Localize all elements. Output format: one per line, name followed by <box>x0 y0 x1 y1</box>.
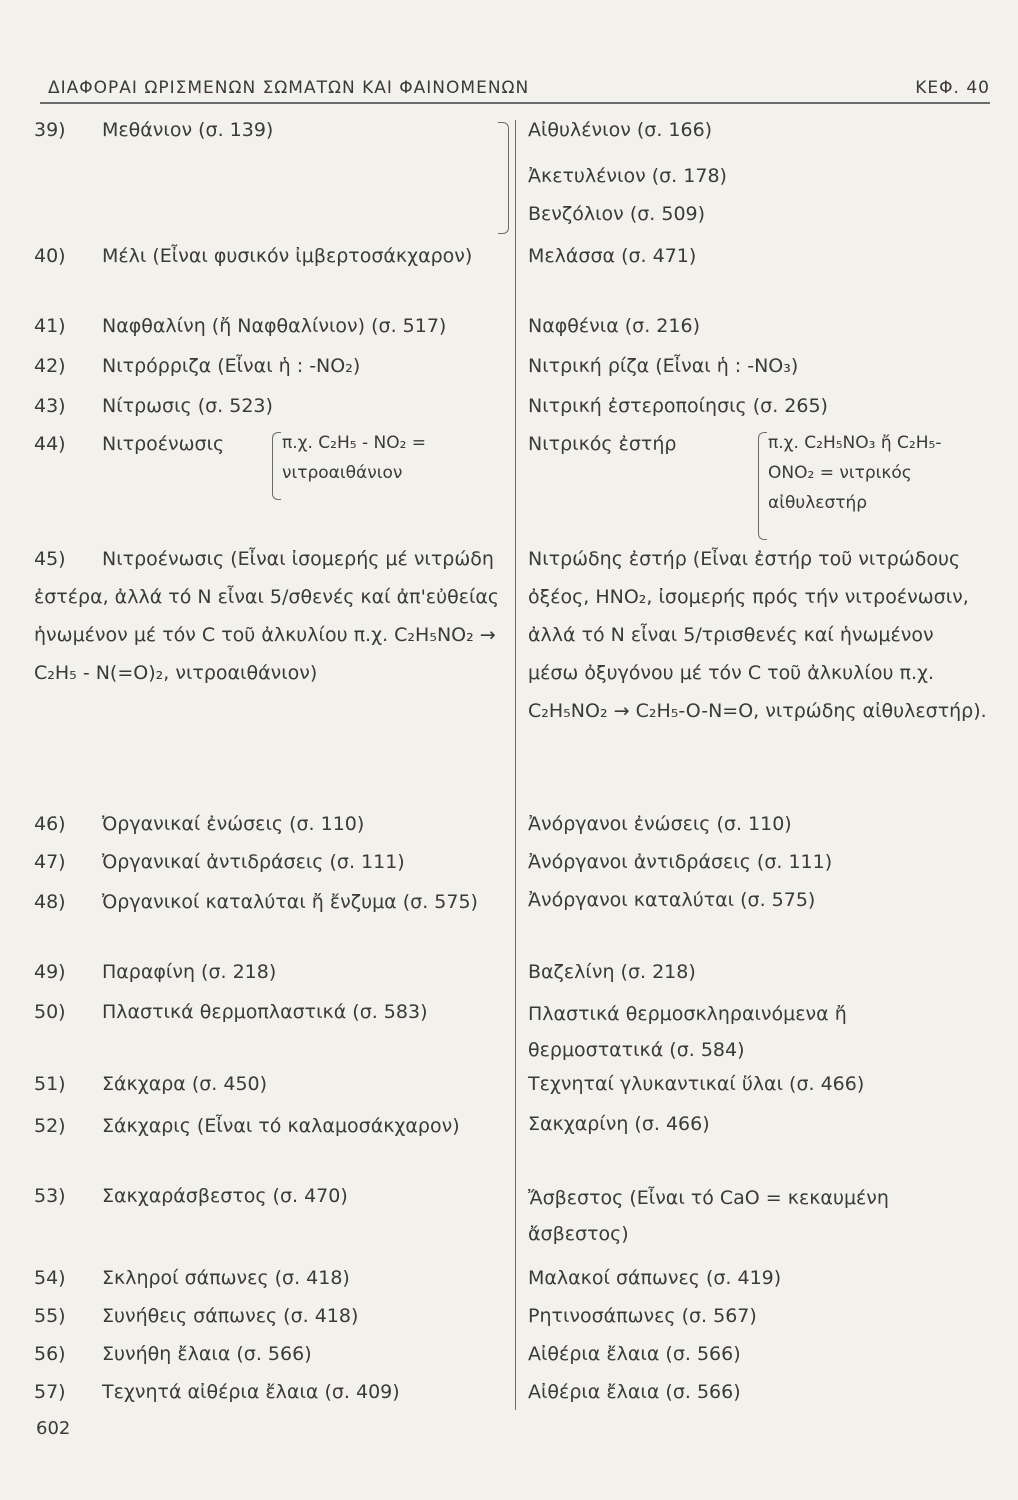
left-text: Συνήθη ἔλαια (σ. 566) <box>102 1343 312 1365</box>
entry-number: 39) <box>34 119 66 141</box>
right-entry-39c <box>528 198 988 231</box>
right-entry-56 <box>528 1338 988 1371</box>
entry-number: 44) <box>34 433 66 455</box>
left-entry-50 <box>34 996 512 1029</box>
left-text: Σάκχαρα (σ. 450) <box>102 1073 268 1095</box>
right-text: Μαλακοί σάπωνες (σ. 419) <box>528 1267 782 1289</box>
right-entry-46 <box>528 808 988 841</box>
right-text: Πλαστικά θερμοσκληραινόμενα ἤ θερμοστατικά (σ. 584) <box>528 1003 847 1061</box>
right-note-44: π.χ. C₂H₅NO₃ ἤ C₂H₅-ONO₂ = νιτρικός αἰθυλεστήρ <box>768 433 942 513</box>
left-entry-41 <box>34 310 512 343</box>
right-text: Αἰθυλένιον (σ. 166) <box>528 119 713 141</box>
entry-number: 48) <box>34 891 66 913</box>
right-text: Αἰθέρια ἔλαια (σ. 566) <box>528 1381 741 1403</box>
left-entry-54 <box>34 1262 512 1295</box>
left-entry-55 <box>34 1300 512 1333</box>
right-entry-39a <box>528 114 988 147</box>
right-text: Νιτρική ρίζα (Εἶναι ἡ : -NO₃) <box>528 355 799 377</box>
entry-number: 54) <box>34 1267 66 1289</box>
left-entry-48 <box>34 884 512 920</box>
left-text: Παραφίνη (σ. 218) <box>102 961 277 983</box>
right-entry-41 <box>528 310 988 343</box>
left-text: Μεθάνιον (σ. 139) <box>102 119 274 141</box>
right-entry-57 <box>528 1376 988 1409</box>
right-text: Ἄσβεστος (Εἶναι τό CaO = κεκαυμένη ἄσβεστος) <box>528 1187 889 1245</box>
right-text: Ἀνόργανοι ἀντιδράσεις (σ. 111) <box>528 851 833 873</box>
right-text: Νιτρική ἐστεροποίησις (σ. 265) <box>528 395 828 417</box>
entry-number: 47) <box>34 851 66 873</box>
right-text: Ἀνόργανοι καταλύται (σ. 575) <box>528 889 816 911</box>
left-note-44: π.χ. C₂H₅ - NO₂ = νιτροαιθάνιον <box>282 433 427 483</box>
brace-icon <box>272 432 281 500</box>
entry-number: 52) <box>34 1115 66 1137</box>
left-entry-51 <box>34 1068 512 1101</box>
right-entry-43 <box>528 390 988 423</box>
left-text: Ὀργανικαί ἐνώσεις (σ. 110) <box>102 813 365 835</box>
entry-number: 55) <box>34 1305 66 1327</box>
entry-number: 42) <box>34 355 66 377</box>
entry-number: 43) <box>34 395 66 417</box>
left-text: Τεχνητά αἰθέρια ἔλαια (σ. 409) <box>102 1381 400 1403</box>
right-text: Αἰθέρια ἔλαια (σ. 566) <box>528 1343 741 1365</box>
left-text: Νίτρωσις (σ. 523) <box>102 395 273 417</box>
left-entry-46 <box>34 808 512 841</box>
left-text: Συνήθεις σάπωνες (σ. 418) <box>102 1305 359 1327</box>
left-text: Πλαστικά θερμοπλαστικά (σ. 583) <box>102 1001 428 1023</box>
right-entry-55 <box>528 1300 988 1333</box>
right-entry-45 <box>528 540 988 730</box>
entry-number: 49) <box>34 961 66 983</box>
left-text: Μέλι (Εἶναι φυσικόν ἰμβερτοσάκχαρον) <box>102 245 473 267</box>
brace-icon <box>498 122 509 234</box>
left-entry-47 <box>34 846 512 879</box>
entry-number: 56) <box>34 1343 66 1365</box>
right-entry-49 <box>528 956 988 989</box>
left-entry-53 <box>34 1180 512 1213</box>
right-text: Νιτρικός ἐστήρ <box>528 433 677 455</box>
right-text: Ἀνόργανοι ἐνώσεις (σ. 110) <box>528 813 792 835</box>
right-text: Νιτρώδης ἐστήρ (Εἶναι ἐστήρ τοῦ νιτρώδους ὀξέος, HNO₂, ἰσομερής πρός τήν νιτροένωσιν, ἀλλά τό N εἶναι 5/τρισθενές καί ἡνωμένον μέσω ὀξυγόνου μέ τόν C τοῦ ἀλκυλίου π.χ. C₂H₅NO₂ → C₂H₅-O-N=O, νιτρώδης αἰθυλεστήρ). <box>528 548 987 722</box>
right-entry-51 <box>528 1068 988 1101</box>
entry-number: 40) <box>34 245 66 267</box>
brace-icon <box>758 432 767 540</box>
left-entry-43 <box>34 390 512 423</box>
chapter-code: ΚΕΦ. 40 <box>915 78 990 98</box>
entry-number: 53) <box>34 1185 66 1207</box>
left-text: Ναφθαλίνη (ἤ Ναφθαλίνιον) (σ. 517) <box>102 315 447 337</box>
left-entry-52 <box>34 1108 512 1144</box>
page-number: 602 <box>36 1418 71 1439</box>
left-entry-49 <box>34 956 512 989</box>
right-text: Σακχαρίνη (σ. 466) <box>528 1113 710 1135</box>
entry-number: 50) <box>34 1001 66 1023</box>
page-header <box>40 72 990 104</box>
left-text: Σκληροί σάπωνες (σ. 418) <box>102 1267 350 1289</box>
right-entry-40 <box>528 240 988 273</box>
right-entry-47 <box>528 846 988 879</box>
left-entry-57 <box>34 1376 512 1409</box>
right-entry-52 <box>528 1108 988 1141</box>
right-text: Τεχνηταί γλυκαντικαί ὕλαι (σ. 466) <box>528 1073 865 1095</box>
column-divider <box>515 120 516 1410</box>
page-title: ΔΙΑΦΟΡΑΙ ΩΡΙΣΜΕΝΩΝ ΣΩΜΑΤΩΝ ΚΑΙ ΦΑΙΝΟΜΕΝΩΝ <box>48 78 530 98</box>
left-text: Νιτρόρριζα (Εἶναι ἡ : -NO₂) <box>102 355 361 377</box>
right-text: Βαζελίνη (σ. 218) <box>528 961 696 983</box>
entry-number: 51) <box>34 1073 66 1095</box>
right-text: Βενζόλιον (σ. 509) <box>528 203 706 225</box>
left-text: Νιτροένωσις <box>102 433 225 455</box>
left-entry-39 <box>34 114 512 147</box>
right-entry-42 <box>528 350 988 383</box>
left-entry-56 <box>34 1338 512 1371</box>
right-entry-54 <box>528 1262 988 1295</box>
right-entry-53 <box>528 1180 988 1252</box>
entry-number: 41) <box>34 315 66 337</box>
entry-number: 46) <box>34 813 66 835</box>
right-text: Μελάσσα (σ. 471) <box>528 245 697 267</box>
left-text: Ὀργανικοί καταλύται ἤ ἔνζυμα (σ. 575) <box>102 891 478 913</box>
left-entry-45 <box>34 540 512 692</box>
left-text: Σακχαράσβεστος (σ. 470) <box>102 1185 348 1207</box>
right-entry-48 <box>528 884 988 917</box>
left-entry-42 <box>34 350 512 383</box>
right-text: Ναφθένια (σ. 216) <box>528 315 700 337</box>
right-text: Ἀκετυλένιον (σ. 178) <box>528 165 727 187</box>
left-text: Σάκχαρις (Εἶναι τό καλαμοσάκχαρον) <box>102 1115 460 1137</box>
left-entry-40 <box>34 240 512 273</box>
left-text: Νιτροένωσις (Εἶναι ἰσομερής μέ νιτρώδη ἐστέρα, ἀλλά τό N εἶναι 5/σθενές καί ἀπ'εὐθείας ἡνωμένον μέ τόν C τοῦ ἀλκυλίου π.χ. C₂H₅NO₂ → C₂H₅ - N(=O)₂, νιτροαιθάνιον) <box>34 548 500 684</box>
left-text: Ὀργανικαί ἀντιδράσεις (σ. 111) <box>102 851 405 873</box>
right-text: Ρητινοσάπωνες (σ. 567) <box>528 1305 757 1327</box>
entry-number: 57) <box>34 1381 66 1403</box>
right-entry-39b <box>528 160 988 193</box>
entry-number: 45) <box>34 548 66 570</box>
right-entry-50 <box>528 996 988 1068</box>
